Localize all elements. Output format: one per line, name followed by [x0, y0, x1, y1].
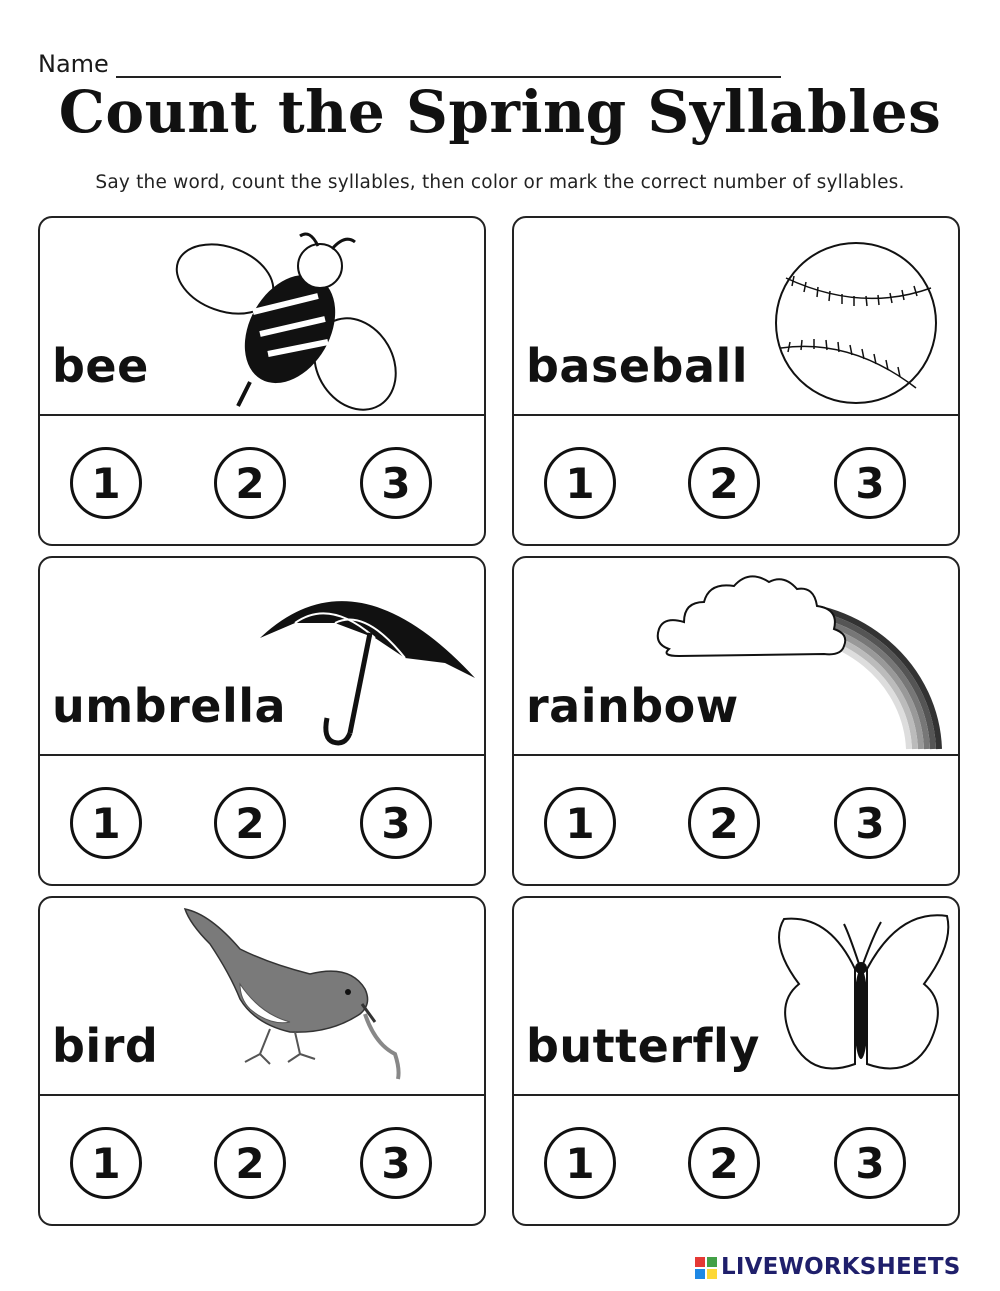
choice-2[interactable]: 2	[688, 447, 760, 519]
butterfly-icon	[769, 904, 954, 1089]
choice-1[interactable]: 1	[544, 787, 616, 859]
word-label: bird	[52, 1019, 159, 1073]
choice-3[interactable]: 3	[834, 787, 906, 859]
choice-2[interactable]: 2	[688, 787, 760, 859]
card-butterfly	[512, 896, 960, 1226]
word-label: rainbow	[526, 679, 739, 733]
picture-area	[40, 558, 484, 756]
instructions: Say the word, count the syllables, then color or mark the correct number of syllables.	[95, 172, 905, 193]
card-bee	[38, 216, 486, 546]
choice-3[interactable]: 3	[834, 1127, 906, 1199]
card-bird	[38, 896, 486, 1226]
choice-2[interactable]: 2	[214, 1127, 286, 1199]
choice-2[interactable]: 2	[688, 1127, 760, 1199]
bird-icon	[180, 904, 420, 1089]
syllable-choices	[40, 758, 484, 886]
baseball-icon	[766, 238, 946, 408]
word-label: butterfly	[526, 1019, 760, 1073]
bee-icon	[170, 224, 400, 414]
choice-1[interactable]: 1	[70, 1127, 142, 1199]
name-row	[38, 50, 783, 80]
choice-2[interactable]: 2	[214, 447, 286, 519]
choice-1[interactable]: 1	[544, 447, 616, 519]
choice-3[interactable]: 3	[360, 787, 432, 859]
word-label: umbrella	[52, 679, 287, 733]
page-title: Count the Spring Syllables	[58, 78, 942, 146]
word-label: bee	[52, 339, 149, 393]
choice-1[interactable]: 1	[70, 447, 142, 519]
choice-3[interactable]: 3	[360, 1127, 432, 1199]
logo-text: LIVEWORKSHEETS	[721, 1254, 961, 1280]
choice-3[interactable]: 3	[360, 447, 432, 519]
syllable-choices	[514, 1098, 958, 1226]
word-label: baseball	[526, 339, 749, 393]
syllable-choices	[514, 758, 958, 886]
rainbow-icon	[649, 564, 949, 754]
choice-1[interactable]: 1	[70, 787, 142, 859]
picture-area	[40, 898, 484, 1096]
syllable-choices	[514, 418, 958, 546]
liveworksheets-logo[interactable]	[695, 1253, 990, 1283]
card-umbrella	[38, 556, 486, 886]
logo-blocks-icon	[695, 1257, 717, 1279]
picture-area	[514, 218, 958, 416]
card-rainbow	[512, 556, 960, 886]
picture-area	[40, 218, 484, 416]
syllable-choices	[40, 418, 484, 546]
picture-area	[514, 898, 958, 1096]
choice-3[interactable]: 3	[834, 447, 906, 519]
picture-area	[514, 558, 958, 756]
syllable-choices	[40, 1098, 484, 1226]
choice-1[interactable]: 1	[544, 1127, 616, 1199]
name-label: Name	[38, 50, 109, 78]
card-baseball	[512, 216, 960, 546]
choice-2[interactable]: 2	[214, 787, 286, 859]
umbrella-icon	[255, 568, 485, 748]
